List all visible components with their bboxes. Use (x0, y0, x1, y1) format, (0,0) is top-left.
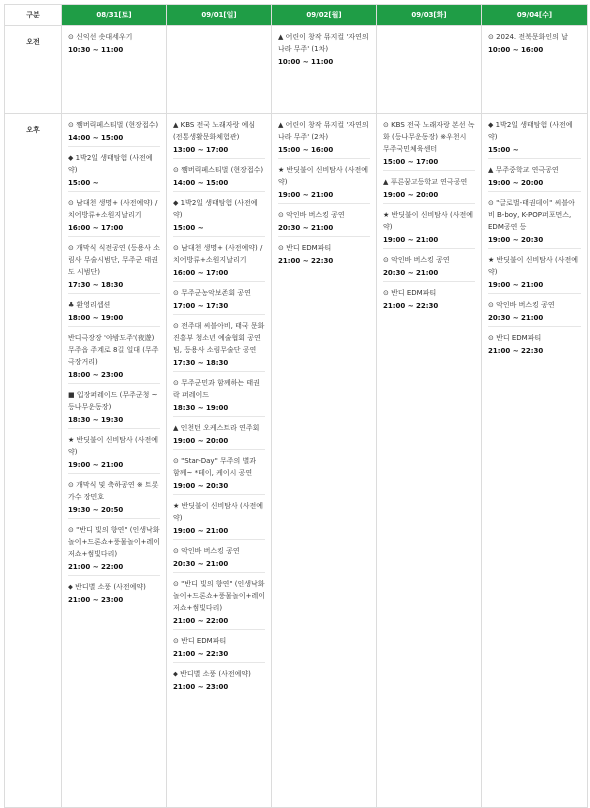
event-name: ★ 반딧불이 신비탐사 (사전예약) (278, 166, 369, 186)
event-time: 10:00 ~ 16:00 (488, 46, 544, 54)
event-time: 15:00 ~ (68, 179, 99, 187)
event-item (68, 479, 160, 519)
event-item (173, 242, 265, 282)
session-label: 오후 (5, 114, 62, 808)
event-name: ⊙ 반디 EDM파티 (488, 334, 542, 342)
event-name: ★ 반딧불이 신비탐사 (사전예약) (488, 256, 579, 276)
event-time: 21:00 ~ 22:00 (68, 563, 124, 571)
event-name: ♣ 환영리셉션 (68, 301, 111, 309)
day-cell (482, 26, 588, 114)
event-name: ⊙ 쨈버릭페스티벌 (현장접수) (173, 166, 264, 174)
event-name: ⊙ "글로벌-태권데이" 씨블아비 B-boy, K-POP퍼포먼스, EDM공연 등 (488, 199, 575, 231)
event-time: 16:00 ~ 17:00 (173, 269, 229, 277)
event-item (68, 389, 160, 429)
event-name: ★ 반딧불이 신비탐사 (사전예약) (383, 211, 474, 231)
event-item (383, 209, 475, 249)
event-time: 19:00 ~ 21:00 (383, 236, 439, 244)
event-name: ⊙ 악인바 버스킹 공연 (383, 256, 450, 264)
event-name: ⊙ 개막식 식전공연 (등용사 소림사 무술시범단, 무주군 태권도 시범단) (68, 244, 160, 276)
event-time: 21:00 ~ 23:00 (68, 596, 124, 604)
event-name: ⬥ 반디별 소풍 (사전예약) (68, 583, 146, 591)
event-item (173, 500, 265, 540)
event-item (383, 254, 475, 282)
event-time: 20:30 ~ 21:00 (383, 269, 439, 277)
day-cell (482, 114, 588, 808)
event-time: 21:00 ~ 23:00 (173, 683, 229, 691)
event-time: 19:00 ~ 20:30 (488, 236, 544, 244)
event-item (173, 635, 265, 663)
event-item (68, 434, 160, 474)
header-day-0: 08/31[토] (62, 5, 167, 26)
event-time: 19:00 ~ 21:00 (173, 527, 229, 535)
event-name: ⊙ 신익선 솟대세우기 (68, 33, 133, 41)
event-item (488, 119, 581, 159)
day-cell (377, 114, 482, 808)
event-item (173, 578, 265, 630)
event-name: ⊙ 남대천 생명+ (사전예약) / 치어방류+소원지날리기 (68, 199, 158, 219)
event-name: ★ 반딧불이 신비탐사 (사전예약) (68, 436, 159, 456)
event-item (278, 31, 370, 70)
event-item (173, 197, 265, 237)
event-name: ⊙ KBS 전국 노래자랑 본선 녹화 (등나무운동장) ※우천시 무주국민체육센터 (383, 121, 475, 153)
event-time: 15:00 ~ (173, 224, 204, 232)
event-item (68, 152, 160, 192)
event-item (173, 668, 265, 695)
event-item (383, 287, 475, 314)
event-item (68, 119, 160, 147)
event-item (68, 197, 160, 237)
event-item (488, 31, 581, 58)
event-name: ⬥ 반디별 소풍 (사전예약) (173, 670, 251, 678)
day-cell (272, 114, 377, 808)
event-time: 10:00 ~ 11:00 (278, 58, 334, 66)
event-item (173, 164, 265, 192)
header-day-2: 09/02[월] (272, 5, 377, 26)
event-time: 10:30 ~ 11:00 (68, 46, 124, 54)
event-item (173, 287, 265, 315)
event-time: 17:30 ~ 18:30 (68, 281, 124, 289)
event-time: 19:00 ~ 21:00 (488, 281, 544, 289)
event-name: ▲ 푸른꿈고등학교 연극공연 (383, 178, 468, 186)
event-item (278, 209, 370, 237)
event-item (173, 320, 265, 372)
event-item (488, 299, 581, 327)
event-name: ▲ 무주중학교 연극공연 (488, 166, 559, 174)
day-cell (167, 114, 272, 808)
header-day-1: 09/01[일] (167, 5, 272, 26)
event-time: 19:00 ~ 20:00 (383, 191, 439, 199)
event-name: ⊙ 반디 EDM파티 (278, 244, 332, 252)
event-time: 19:30 ~ 20:50 (68, 506, 124, 514)
event-item (68, 332, 160, 384)
event-item (488, 254, 581, 294)
event-time: 15:00 ~ (488, 146, 519, 154)
event-name: ⊙ 전주대 씨블아비, 태국 문화진흥부 청소년 예술협회 공연팀, 등용사 소림무술단 공연 (173, 322, 265, 354)
header-day-3: 09/03[화] (377, 5, 482, 26)
event-name: ⊙ 악인바 버스킹 공연 (488, 301, 555, 309)
event-item (488, 332, 581, 359)
event-time: 20:30 ~ 21:00 (173, 560, 229, 568)
event-time: 18:30 ~ 19:00 (173, 404, 229, 412)
event-name: ■ 입장퍼레이드 (무주군청 ~ 등나무운동장) (68, 391, 158, 411)
event-name: ⊙ "반디 빛의 향연" (인생낙화놀이+드론쇼+풍물놀이+레이저쇼+썸빛다리) (68, 526, 160, 558)
event-name: ⊙ 개막식 및 축하공연 ※ 트롯가수 장민호 (68, 481, 159, 501)
event-time: 18:30 ~ 19:30 (68, 416, 124, 424)
event-time: 21:00 ~ 22:30 (488, 347, 544, 355)
event-item (173, 455, 265, 495)
event-item (488, 197, 581, 249)
event-item (383, 119, 475, 171)
event-name: ▲ 인천턴 오케스트라 연주회 (173, 424, 260, 432)
day-cell (272, 26, 377, 114)
header-day-4: 09/04[수] (482, 5, 588, 26)
day-cell (62, 26, 167, 114)
event-time: 18:00 ~ 19:00 (68, 314, 124, 322)
schedule-table (4, 4, 588, 808)
event-item (278, 164, 370, 204)
event-time: 15:00 ~ 16:00 (278, 146, 334, 154)
event-name: ⊙ 무주군농악보존회 공연 (173, 289, 251, 297)
header-row (5, 5, 588, 26)
event-time: 20:30 ~ 21:00 (488, 314, 544, 322)
session-row-pm (5, 114, 588, 808)
event-time: 18:00 ~ 23:00 (68, 371, 124, 379)
event-name: ⊙ 반디 EDM파티 (383, 289, 437, 297)
session-label: 오전 (5, 26, 62, 114)
event-name: ⊙ "Star-Day" 무주의 별과 함께~ *테이, 케이시 공연 (173, 457, 257, 477)
header-label: 구분 (5, 5, 62, 26)
event-time: 19:00 ~ 20:00 (488, 179, 544, 187)
event-item (383, 176, 475, 204)
event-time: 17:00 ~ 17:30 (173, 302, 229, 310)
event-time: 21:00 ~ 22:00 (173, 617, 229, 625)
event-name: ⊙ 무주군민과 함께하는 태권락 퍼레이드 (173, 379, 260, 399)
event-time: 20:30 ~ 21:00 (278, 224, 334, 232)
event-time: 21:00 ~ 22:30 (278, 257, 334, 265)
event-time: 19:00 ~ 21:00 (278, 191, 334, 199)
event-name: ▲ 어린이 창작 뮤지컬 '자연의 나라 무주' (1차) (278, 33, 369, 53)
event-time: 19:00 ~ 20:30 (173, 482, 229, 490)
event-name: ▲ KBS 전국 노래자랑 예심 (전통생활문화체험관) (173, 121, 256, 141)
event-item (173, 422, 265, 450)
event-item (173, 119, 265, 159)
day-cell (377, 26, 482, 114)
event-item (278, 242, 370, 269)
event-item (173, 545, 265, 573)
event-name: ◆ 1박2일 생태탐험 (사전예약) (173, 199, 258, 219)
event-name: ★ 반딧불이 신비탐사 (사전예약) (173, 502, 264, 522)
event-time: 19:00 ~ 20:00 (173, 437, 229, 445)
event-name: ◆ 1박2일 생태탐험 (사전예약) (68, 154, 153, 174)
event-time: 19:00 ~ 21:00 (68, 461, 124, 469)
event-name: ⊙ "반디 빛의 향연" (인생낙화놀이+드론쇼+풍물놀이+레이저쇼+썸빛다리) (173, 580, 265, 612)
event-item (173, 377, 265, 417)
event-time: 17:30 ~ 18:30 (173, 359, 229, 367)
day-cell (62, 114, 167, 808)
event-item (68, 299, 160, 327)
session-row-am (5, 26, 588, 114)
event-name: ⊙ 악인바 버스킹 공연 (173, 547, 240, 555)
event-item (488, 164, 581, 192)
event-time: 14:00 ~ 15:00 (173, 179, 229, 187)
event-name: ⊙ 반디 EDM파티 (173, 637, 227, 645)
event-time: 14:00 ~ 15:00 (68, 134, 124, 142)
event-item (68, 242, 160, 294)
event-name: ⊙ 악인바 버스킹 공연 (278, 211, 345, 219)
event-item (68, 31, 160, 58)
event-item (278, 119, 370, 159)
day-cell (167, 26, 272, 114)
event-time: 13:00 ~ 17:00 (173, 146, 229, 154)
event-name: ▲ 어린이 창작 뮤지컬 '자연의 나라 무주' (2차) (278, 121, 369, 141)
event-time: 16:00 ~ 17:00 (68, 224, 124, 232)
event-item (68, 524, 160, 576)
event-name: 반디극장장 '야밤도주'(夜遊) 무주읍 주계로 8길 일대 (무주극장거리) (68, 334, 159, 366)
event-name: ⊙ 남대천 생명+ (사전예약) / 치어방류+소원지날리기 (173, 244, 263, 264)
event-item (68, 581, 160, 608)
event-time: 21:00 ~ 22:30 (383, 302, 439, 310)
event-name: ⊙ 쨈버릭페스티벌 (현장접수) (68, 121, 159, 129)
event-name: ◆ 1박2일 생태탐험 (사전예약) (488, 121, 573, 141)
event-time: 21:00 ~ 22:30 (173, 650, 229, 658)
event-name: ⊙ 2024. 전북문화인의 날 (488, 33, 568, 41)
event-time: 15:00 ~ 17:00 (383, 158, 439, 166)
